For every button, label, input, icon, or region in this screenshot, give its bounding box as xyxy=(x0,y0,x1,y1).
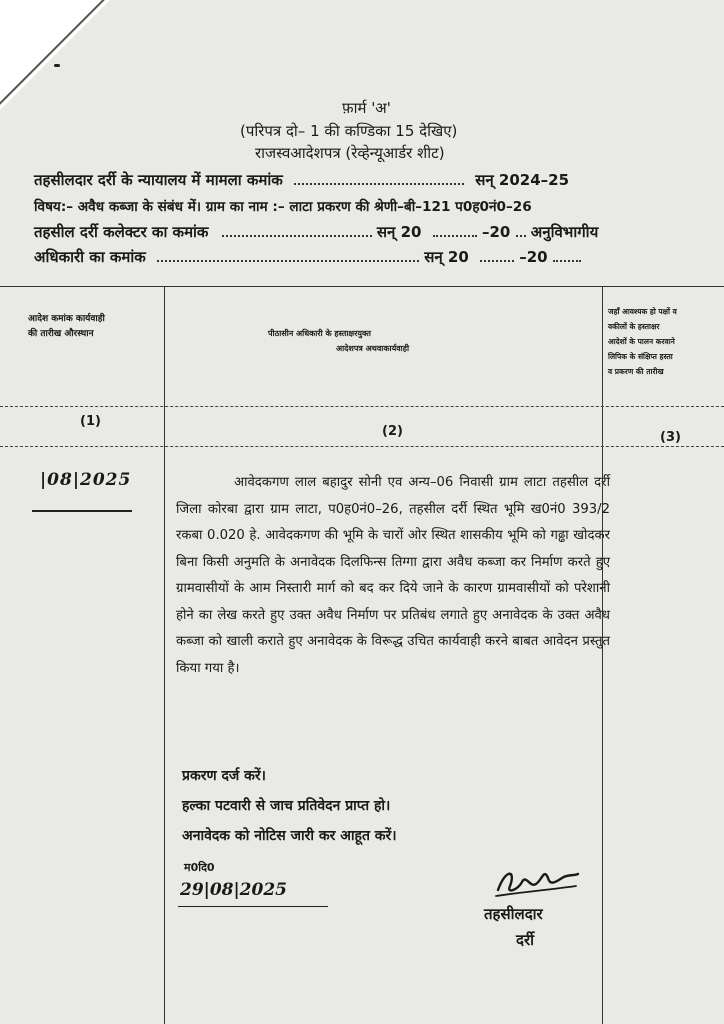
collector-end-blank xyxy=(516,223,526,237)
entry-date: |08|2025 xyxy=(40,470,132,490)
officer-year-blank xyxy=(480,248,514,262)
col3-number: (3) xyxy=(660,430,681,445)
col1-heading-line1: आदेश कमांक कार्यवाही xyxy=(28,314,105,324)
officer-row xyxy=(34,247,581,267)
collector-row xyxy=(34,222,598,242)
collector-year-end: –20 xyxy=(481,223,511,241)
court-case-row xyxy=(34,170,569,190)
header-separator xyxy=(0,406,724,407)
col2-heading xyxy=(268,326,409,356)
signing-date-underline xyxy=(178,906,328,907)
officer-label: अधिकारी का कमांक xyxy=(34,248,146,266)
collector-label: तहसील दर्री कलेक्टर का कमांक xyxy=(34,223,209,241)
col3-heading-line5: व प्रकरण की तारीख xyxy=(608,367,664,376)
md-label: म0दि0 xyxy=(184,861,215,874)
col3-heading-line3: आदेशों के पालन करवाने xyxy=(608,337,675,346)
case-number-blank xyxy=(294,171,464,185)
table-top-border xyxy=(0,286,724,287)
form-title: फ़ार्म 'अ' xyxy=(342,99,391,117)
column-number-separator xyxy=(0,446,724,447)
column-divider-1 xyxy=(164,286,165,1024)
col1-heading-line2: की तारीख औरस्थान xyxy=(28,329,94,339)
signature-image xyxy=(492,860,582,902)
form-subtitle: राजस्वआदेशपत्र (रेव्हेन्यूआर्डर शीट) xyxy=(255,144,445,162)
court-label: तहसीलदार दर्री के न्यायालय में मामला कमांक xyxy=(34,171,283,189)
officer-end-blank xyxy=(553,248,581,262)
collector-year: सन् 20 xyxy=(376,223,422,241)
officer-year: सन् 20 xyxy=(424,248,469,266)
col1-number: (1) xyxy=(80,414,101,429)
order-line-1: प्रकरण दर्ज करें। xyxy=(182,768,266,784)
order-body-text: आवेदकगण लाल बहादुर सोनी एव अन्य–06 निवासी ग्राम लाटा तहसील दर्री जिला कोरबा द्वारा ग्राम लाटा, प0ह0नं0–26, तहसील दर्री स्थित भूमि ख0नं0 393/2 रकबा 0.020 हे. आवेदकगण की भूमि के चारों ओर स्थित शासकीय भूमि को गढ्ढा खोदकर बिना किसी अनुमति के अनावेदक दिलफिन्स तिग्गा द्वारा अवैध कब्जा कर निर्माण करते हुए ग्रामवासीयों के आम निस्तारी मार्ग को बद कर दिये जाने के कारण ग्रामवासीयों को परेशानी होने का लेख करते हुए उक्त अवैध निर्माण पर प्रतिबंध लगाते हुए अनावेदक के उक्त अवैध कब्जा को खाली कराते हुए अनावेदक के विरूद्ध उचित कार्यवाही करने बाबत आवेदन प्रस्तुत किया गया है। xyxy=(176,475,610,676)
col3-heading-line2: वकीलों के हस्ताक्षर xyxy=(608,322,660,331)
order-line-3: अनावेदक को नोटिस जारी कर आहूत करें। xyxy=(182,828,397,844)
collector-year-blank xyxy=(433,223,477,237)
sdo-label: अनुविभागीय xyxy=(530,223,599,241)
signing-date: 29|08|2025 xyxy=(180,880,287,900)
order-line-2: हल्का पटवारी से जाच प्रतिवेदन प्राप्त हो। xyxy=(182,798,391,814)
form-reference: (परिपत्र दो– 1 की कण्डिका 15 देखिए) xyxy=(240,122,458,140)
col3-heading-line1: जहाँ आवश्यक हो पक्षों व xyxy=(608,307,677,316)
col1-heading xyxy=(28,312,105,342)
folded-corner xyxy=(0,0,110,110)
col2-heading-line1: पीठासीन अधिकारी के हस्ताक्षरयुक्त xyxy=(268,329,371,338)
signatory-place: दर्री xyxy=(516,931,534,949)
ink-mark xyxy=(54,64,60,67)
signatory-title: तहसीलदार xyxy=(484,905,543,923)
entry-date-underline xyxy=(32,510,132,512)
collector-number-blank xyxy=(222,223,372,237)
col3-heading-line4: लिपिक के संक्षिप्त हस्ता xyxy=(608,352,673,361)
col3-heading xyxy=(608,304,677,379)
col2-heading-line2: आदेशपत्र अथवाकार्यवाही xyxy=(336,344,410,353)
officer-year-end: –20 xyxy=(519,248,548,266)
subject-line: विषय:– अवैध कब्जा के संबंध में। ग्राम का नाम :– लाटा प्रकरण की श्रेणी–बी–121 प0ह0नं0–26 xyxy=(34,199,532,215)
officer-number-blank xyxy=(157,248,419,262)
col2-number: (2) xyxy=(382,424,403,439)
case-year: सन् 2024–25 xyxy=(475,171,570,189)
